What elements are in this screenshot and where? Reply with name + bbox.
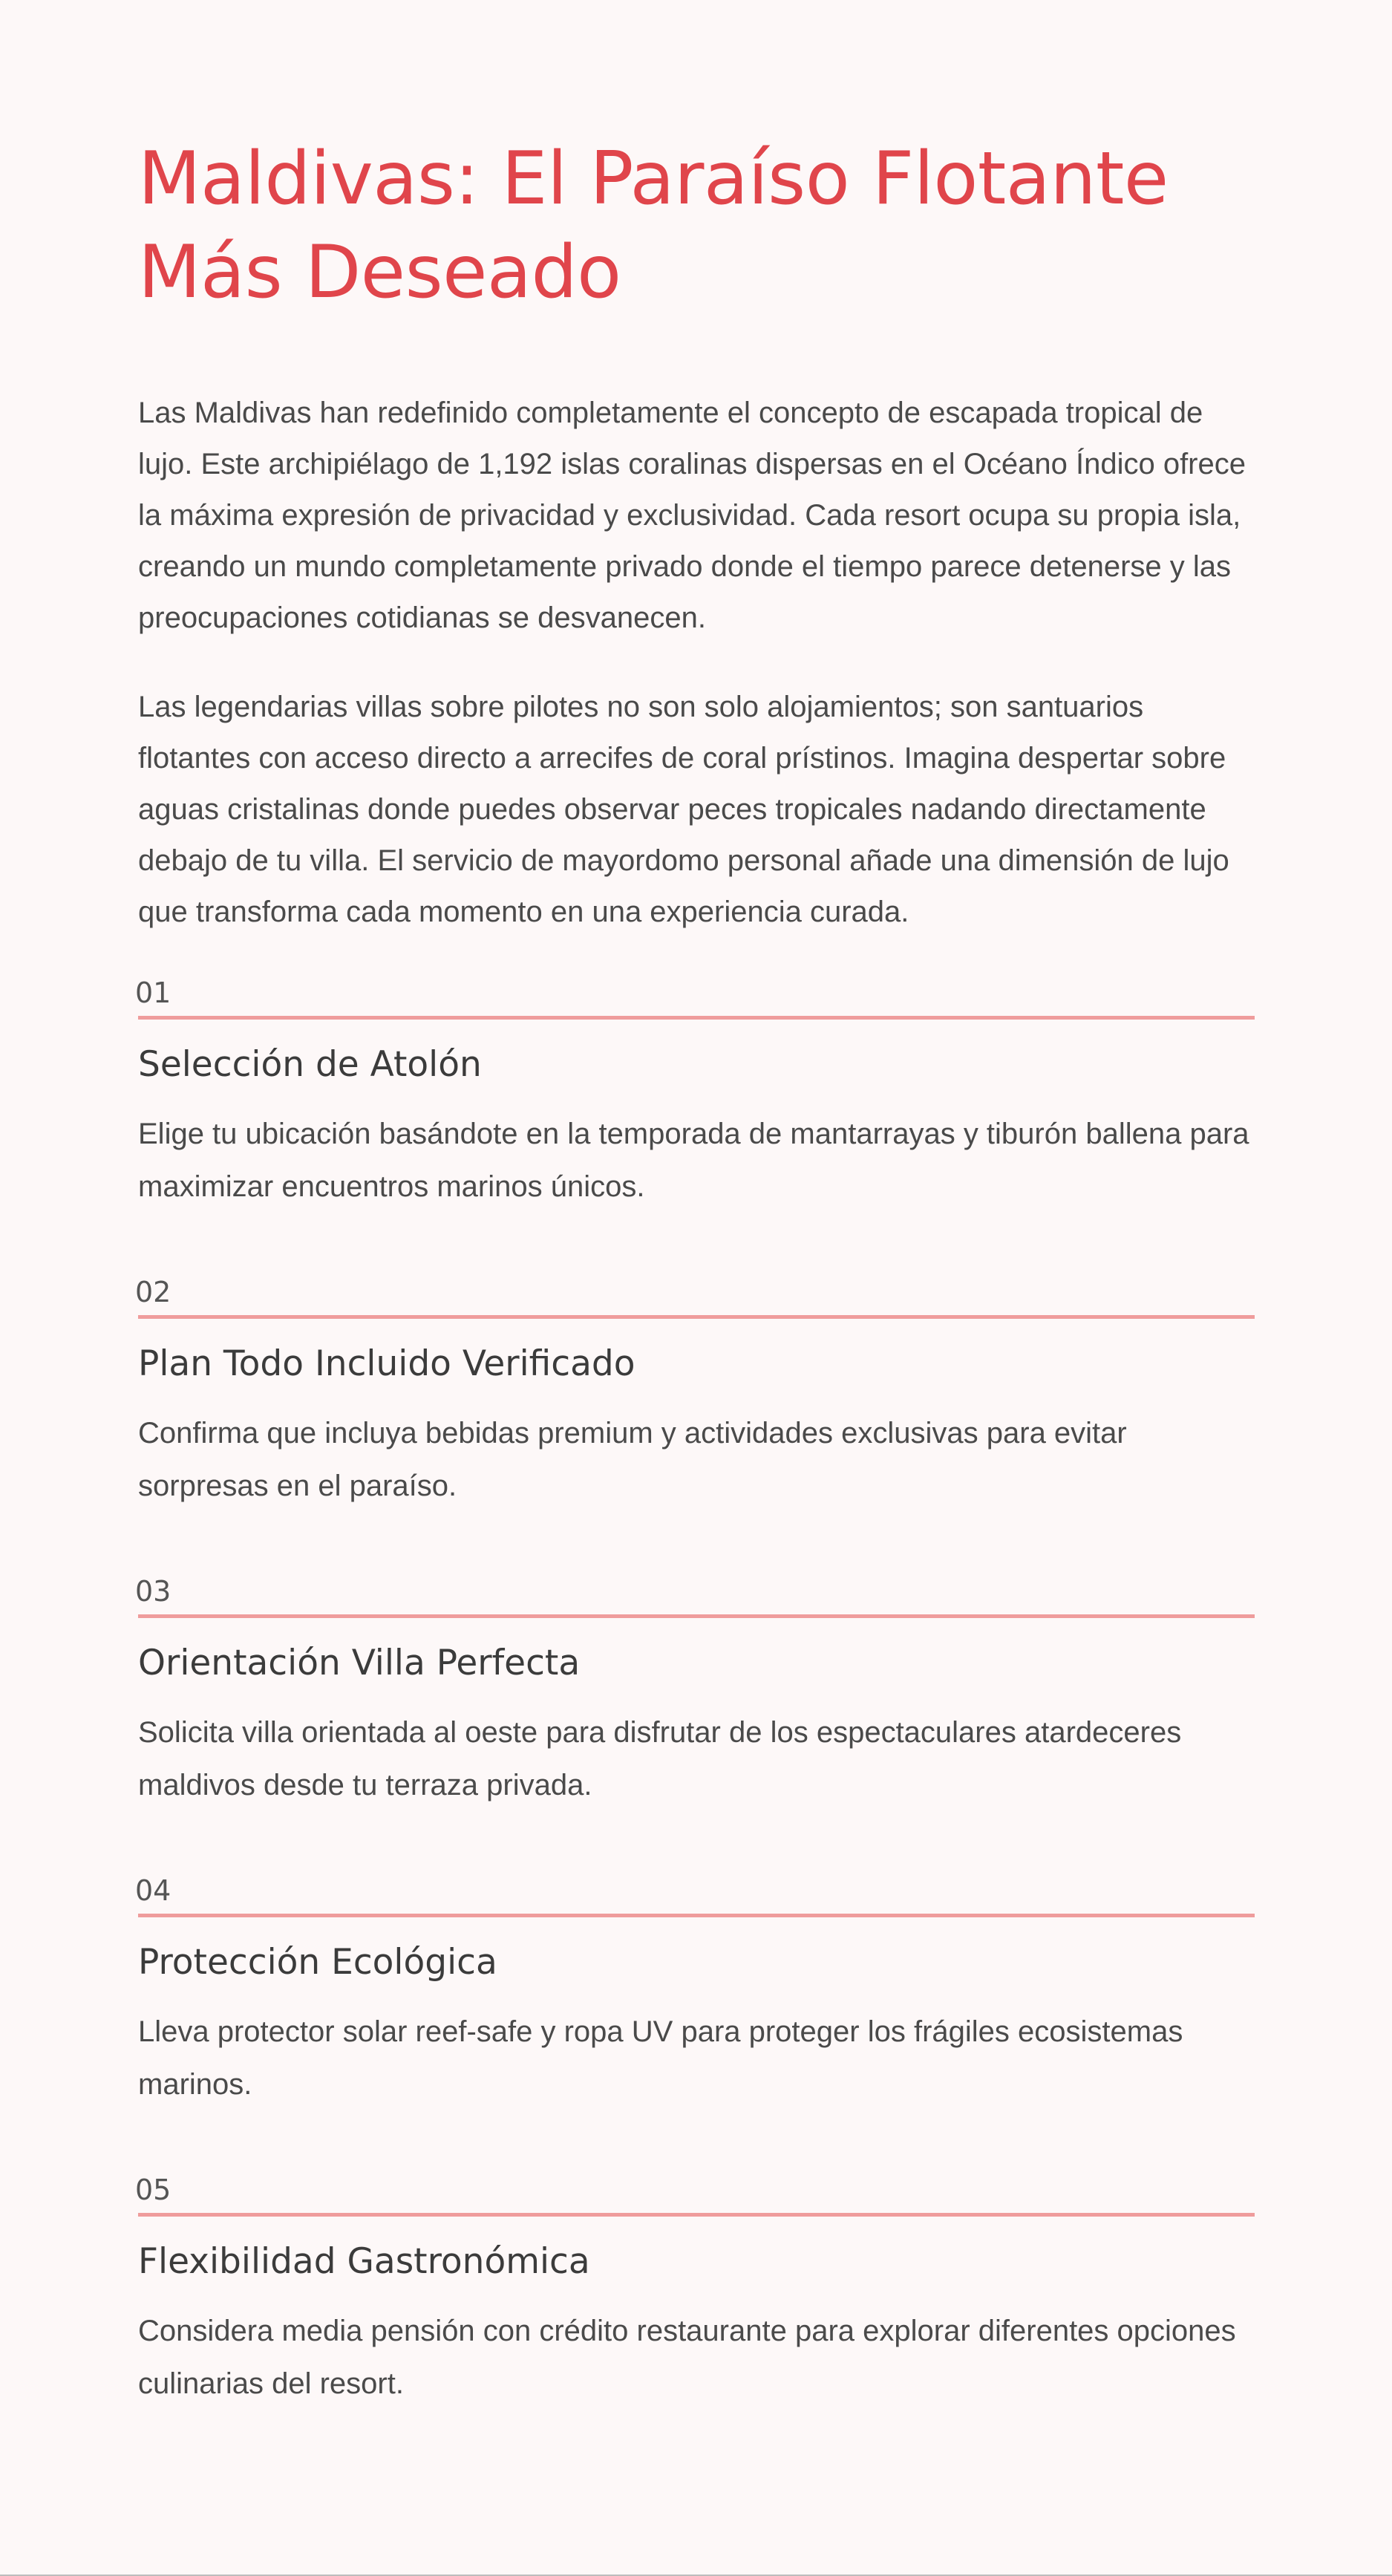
tip-number: 01 [135, 976, 171, 1009]
intro-paragraph: Las Maldivas han redefinido completamente el concepto de escapada tropical de lujo. Este archipiélago de 1,192 islas coralinas dispersas en el Océano Índico ofrece la máxima expresión de privacidad y exclusividad. Cada resort ocupa su propia isla, creando un mundo completamente privado donde el tiempo parece detenerse y las preocupaciones cotidianas se desvanecen. [138, 397, 1246, 634]
tip-number: 02 [135, 1276, 171, 1308]
tip-divider [138, 2213, 1255, 2217]
tip-number: 03 [135, 1575, 171, 1608]
tip-description: Lleva protector solar reef-safe y ropa UV para proteger los frágiles ecosistemas marinos. [138, 2015, 1183, 2101]
tip-divider [138, 1914, 1255, 1917]
tip-divider [138, 1614, 1255, 1618]
tip-title: Flexibilidad Gastronómica [138, 2241, 590, 2282]
intro-paragraph: Las legendarias villas sobre pilotes no son solo alojamientos; son santuarios flotantes con acceso directo a arrecifes de coral prístinos. Imagina despertar sobre aguas cristalinas donde puedes observar peces tropicales nadando directamente debajo de tu villa. El servicio de mayordomo personal añade una dimensión de lujo que transforma cada momento en una experiencia curada. [138, 691, 1229, 928]
tip-title: Orientación Villa Perfecta [138, 1643, 581, 1683]
tip-description: Solicita villa orientada al oeste para disfrutar de los espectaculares atardeceres maldivos desde tu terraza privada. [138, 1716, 1182, 1801]
tip-title: Protección Ecológica [138, 1942, 497, 1983]
tip-description: Considera media pensión con crédito restaurante para explorar diferentes opciones culinarias del resort. [138, 2315, 1236, 2400]
tip-description: Elige tu ubicación basándote en la temporada de mantarrayas y tiburón ballena para maximizar encuentros marinos únicos. [138, 1118, 1249, 1203]
tip-title: Plan Todo Incluido Verificado [138, 1343, 635, 1384]
tip-description: Confirma que incluya bebidas premium y actividades exclusivas para evitar sorpresas en el paraíso. [138, 1417, 1127, 1502]
tip-divider [138, 1016, 1255, 1020]
tip-number: 04 [135, 1874, 171, 1907]
article-title: Maldivas: El Paraíso Flotante Más Deseado [138, 137, 1169, 315]
tip-title: Selección de Atolón [138, 1044, 482, 1085]
tip-number: 05 [135, 2174, 171, 2206]
tip-divider [138, 1315, 1255, 1319]
